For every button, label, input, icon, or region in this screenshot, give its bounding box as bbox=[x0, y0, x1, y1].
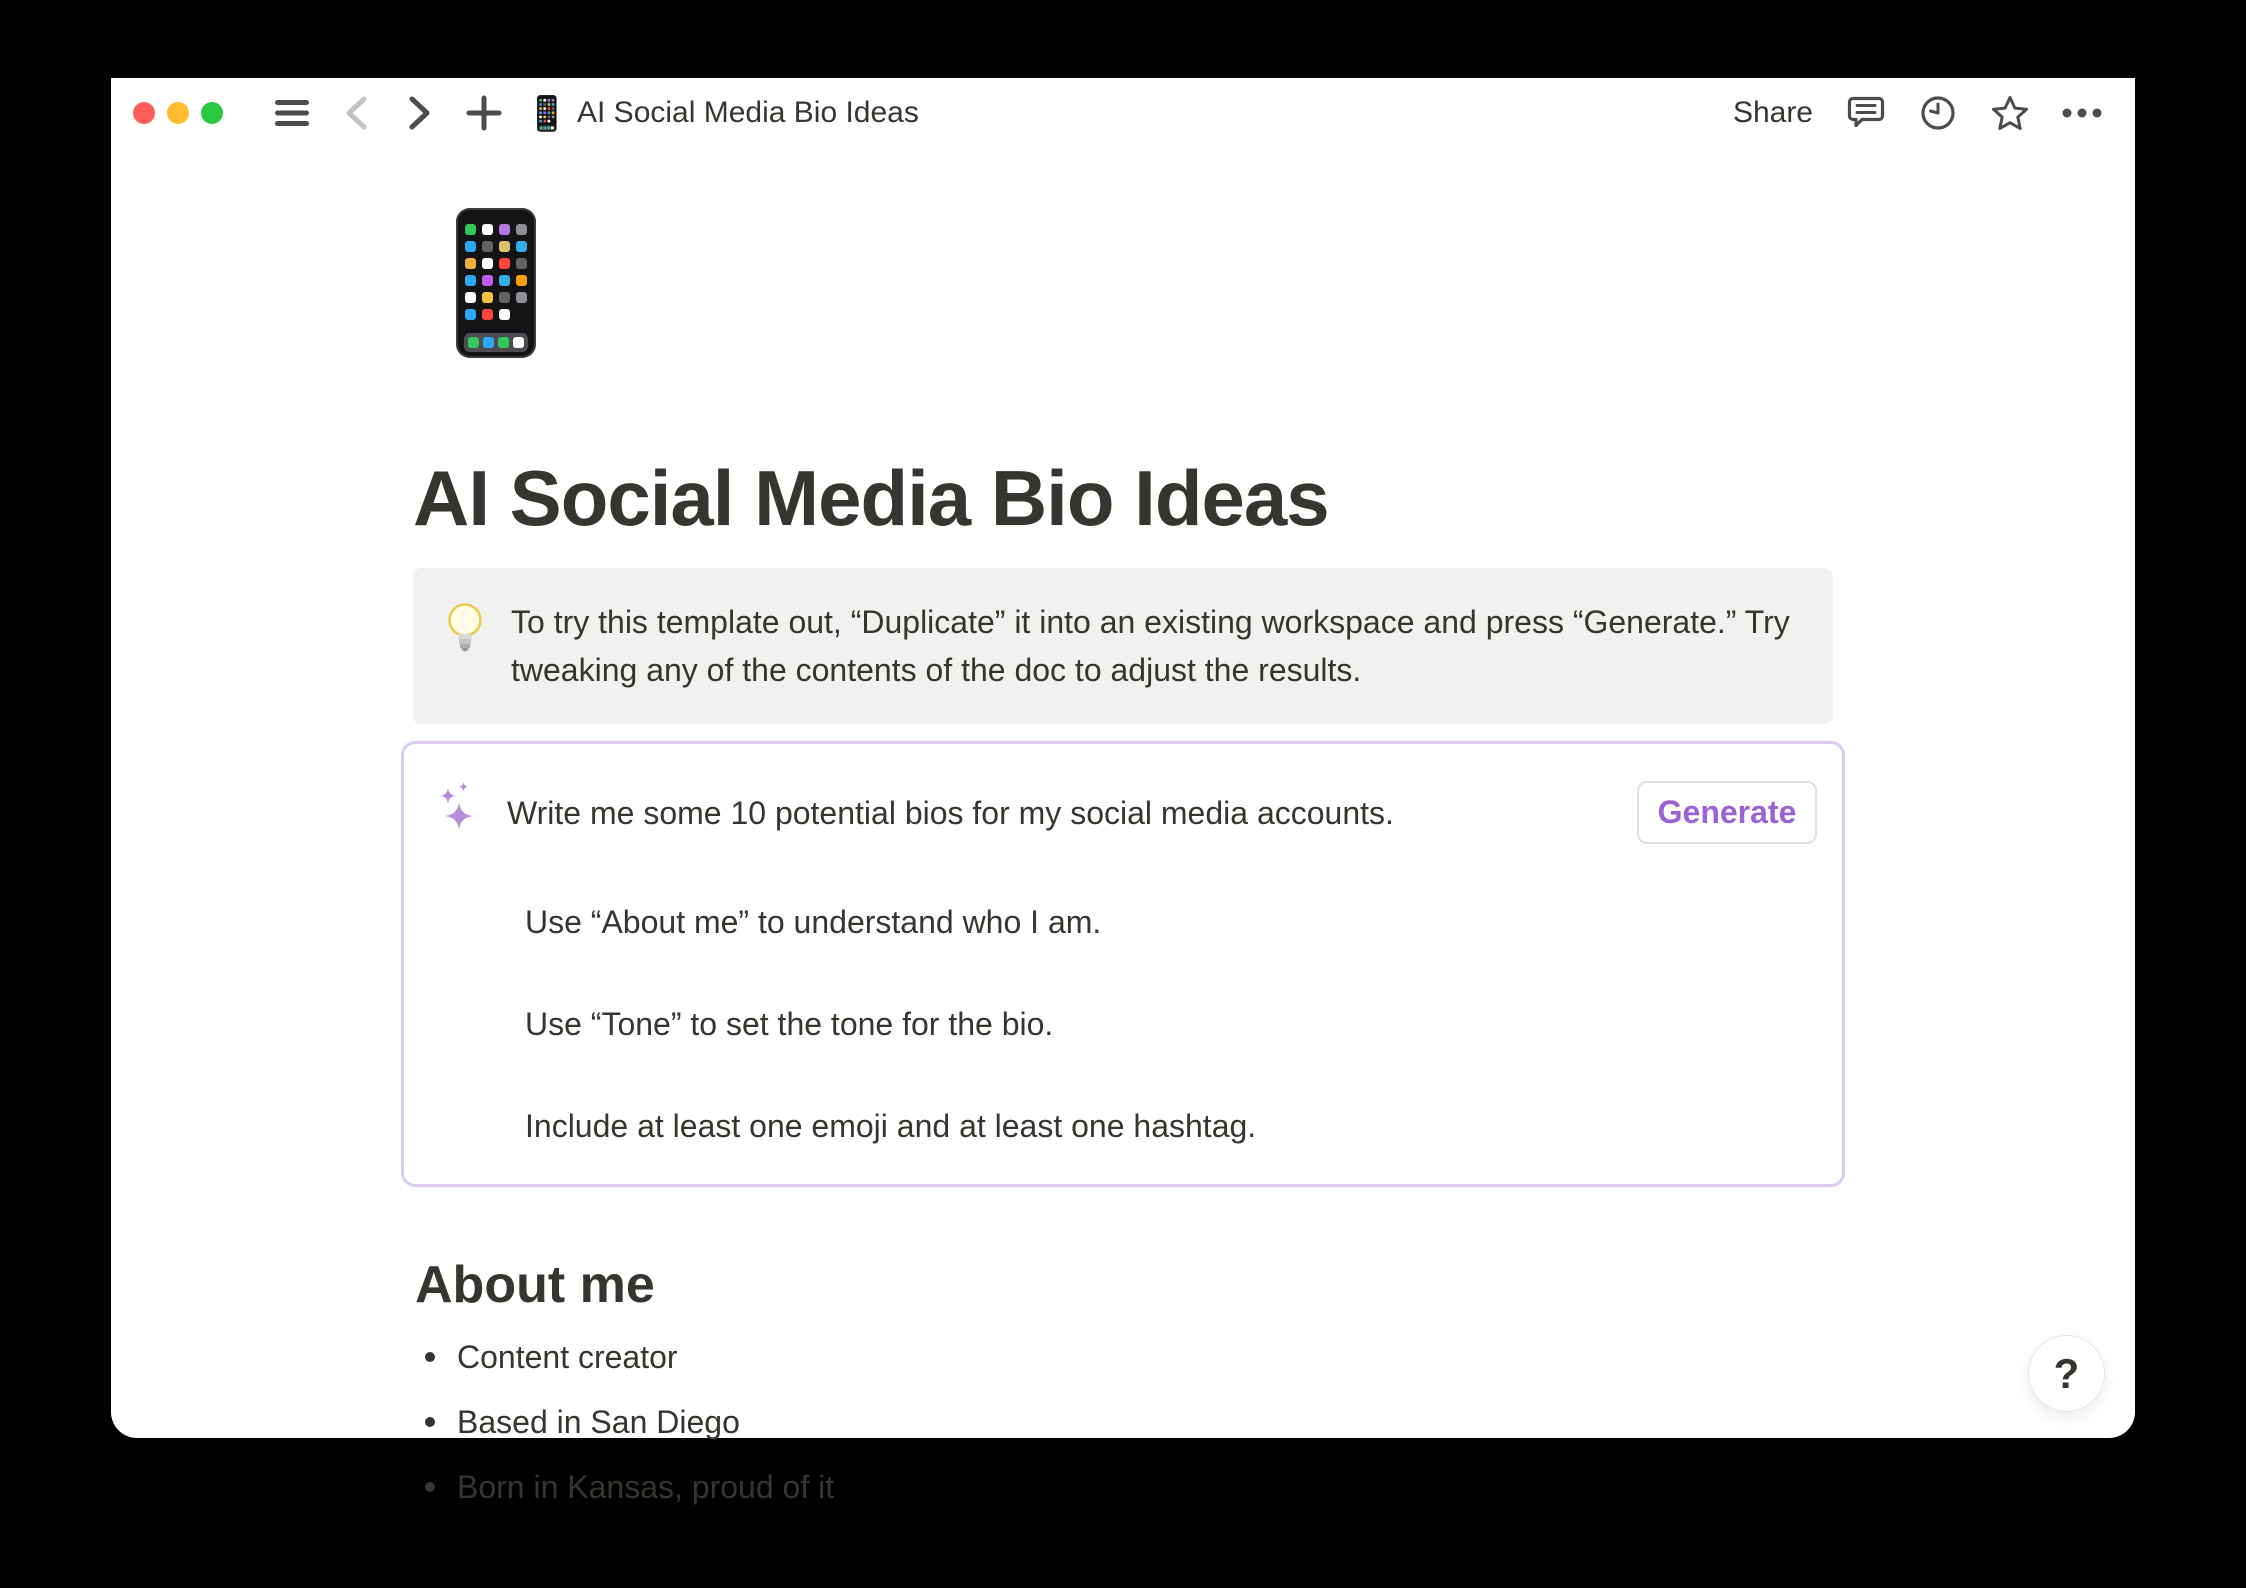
ellipsis-icon bbox=[2062, 108, 2102, 118]
hamburger-icon bbox=[274, 98, 310, 128]
titlebar-actions bbox=[1733, 93, 2101, 133]
list-item: Born in Kansas, proud of it bbox=[413, 1463, 1833, 1511]
zoom-button[interactable] bbox=[201, 102, 223, 124]
ai-instruction: Use “About me” to understand who I am. bbox=[525, 904, 1102, 940]
chevron-right-icon bbox=[409, 96, 431, 130]
more-button[interactable] bbox=[2063, 93, 2101, 133]
ai-prompt-text: Write me some 10 potential bios for my social media accounts. bbox=[507, 794, 1394, 831]
app-window bbox=[111, 78, 2135, 1505]
ai-sparkle-icon bbox=[435, 782, 483, 843]
list-item: Based in San Diego bbox=[413, 1398, 1833, 1446]
traffic-lights bbox=[133, 102, 223, 124]
ai-block bbox=[401, 741, 1845, 1187]
favorite-button[interactable] bbox=[1991, 93, 2029, 133]
titlebar-doc-title: AI Social Media Bio Ideas bbox=[577, 96, 919, 129]
about-me-heading: About me bbox=[415, 1256, 655, 1314]
list-item: Content creator bbox=[413, 1333, 1833, 1381]
clock-icon bbox=[1920, 95, 1956, 131]
share-button[interactable]: Share bbox=[1732, 96, 1813, 129]
page-content bbox=[413, 208, 1833, 1511]
callout-block bbox=[413, 568, 1833, 724]
breadcrumb[interactable] bbox=[537, 95, 919, 132]
back-button[interactable] bbox=[337, 93, 375, 133]
nav-controls bbox=[273, 93, 503, 133]
mobile-phone-emoji-small bbox=[537, 95, 557, 132]
ai-prompt-row bbox=[429, 781, 1817, 844]
page-icon-mobile-phone-emoji[interactable] bbox=[456, 208, 536, 361]
chevron-left-icon bbox=[345, 96, 367, 130]
titlebar bbox=[111, 78, 2135, 148]
comment-bubble-icon bbox=[1848, 95, 1884, 131]
star-icon bbox=[1991, 95, 2029, 132]
page-title: AI Social Media Bio Ideas bbox=[413, 454, 1329, 542]
about-me-list bbox=[413, 1333, 1833, 1511]
new-page-button[interactable] bbox=[465, 93, 503, 133]
plus-icon bbox=[467, 96, 501, 130]
callout-text: To try this template out, “Duplicate” it into an existing workspace and press “Generate.” Try tweaking any of the contents of the doc to adjust the results. bbox=[511, 604, 1790, 688]
comments-button[interactable] bbox=[1847, 93, 1885, 133]
forward-button[interactable] bbox=[401, 93, 439, 133]
updates-button[interactable] bbox=[1919, 93, 1957, 133]
ai-instruction: Use “Tone” to set the tone for the bio. bbox=[525, 1006, 1054, 1042]
close-button[interactable] bbox=[133, 102, 155, 124]
minimize-button[interactable] bbox=[167, 102, 189, 124]
generate-button[interactable]: Generate bbox=[1637, 781, 1817, 844]
sidebar-menu-button[interactable] bbox=[273, 93, 311, 133]
ai-instruction: Include at least one emoji and at least one hashtag. bbox=[525, 1108, 1257, 1144]
lightbulb-icon bbox=[447, 600, 483, 671]
help-button[interactable]: ? bbox=[2028, 1335, 2105, 1412]
